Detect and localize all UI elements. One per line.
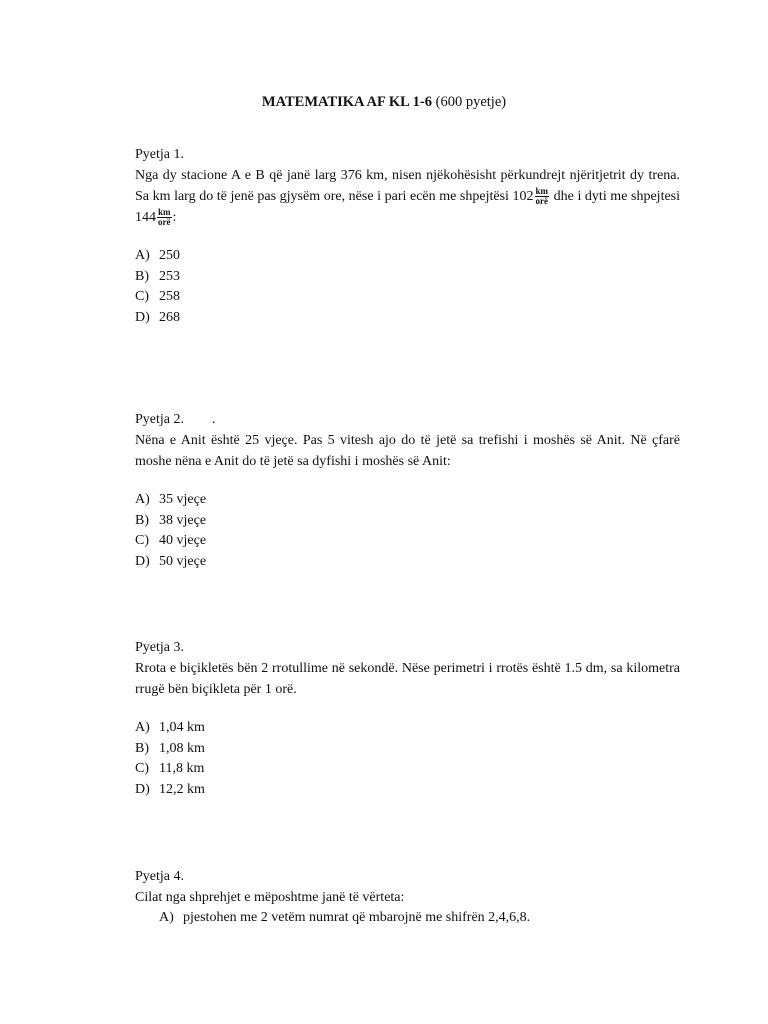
option (135, 287, 680, 308)
question-1-text-part-a: Nga dy stacione A e B që janë larg 376 km, nisen njëkohësisht përkundrejt njëritjetrit dy trena. Sa km larg do të jenë pas gjysëm ore, nëse i pari ecën me shpejtësi 102 (135, 168, 680, 204)
option (135, 759, 680, 780)
option (135, 718, 680, 739)
option (135, 531, 680, 552)
question-2-label-dot: . (212, 412, 216, 427)
option (135, 490, 680, 511)
question-3-options (135, 718, 680, 800)
option-value: 258 (159, 289, 180, 304)
question-3-text: Rrota e biçikletës bën 2 rrotullime në sekondë. Nëse perimetri i rrotës është 1.5 dm, sa kilometra rrugë bën biçikleta për 1 orë. (135, 661, 680, 697)
question-1-text-part-b: dhe i dyti me shpejtesi 144 (135, 189, 681, 225)
fraction-numerator: km (535, 186, 549, 197)
question-4-options (135, 908, 680, 929)
option-value: 38 vjeçe (159, 512, 207, 528)
option-value: 253 (159, 268, 180, 284)
option-letter: A) (135, 492, 150, 507)
document-title (0, 93, 768, 111)
question-2 (135, 409, 680, 572)
option (135, 267, 680, 288)
option-value: 50 vjeçe (159, 553, 207, 569)
question-1-text-part-c: : (172, 210, 177, 225)
question-4 (135, 866, 680, 929)
option-value: 1,08 km (159, 740, 205, 756)
option (135, 246, 680, 267)
option-letter: D) (135, 309, 150, 325)
unit-fraction-km-per-hour (535, 187, 550, 206)
title-main: MATEMATIKA AF KL 1-6 (261, 94, 433, 110)
option-letter: C) (135, 761, 149, 776)
option-letter: A) (159, 910, 174, 925)
option-value: 250 (159, 248, 180, 263)
title-suffix: (600 pyetje) (435, 94, 507, 110)
question-3-label: Pyetja 3. (135, 640, 184, 655)
option (135, 552, 680, 573)
option (135, 308, 680, 329)
option-letter: C) (135, 533, 149, 548)
question-1-label: Pyetja 1. (135, 147, 184, 162)
option-letter: A) (135, 720, 150, 735)
option-letter: B) (135, 268, 149, 284)
question-2-options (135, 490, 680, 572)
question-1 (135, 144, 680, 328)
option-letter: A) (135, 248, 150, 263)
question-3 (135, 637, 680, 800)
question-2-label-text: Pyetja 2. (135, 412, 184, 427)
fraction-denominator: orë (158, 217, 171, 228)
fraction-numerator: km (158, 207, 171, 218)
option-letter: B) (135, 512, 149, 528)
option-value: pjestohen me 2 vetëm numrat që mbarojnë me shifrën 2,4,6,8. (183, 910, 531, 925)
option-value: 12,2 km (159, 781, 205, 797)
unit-fraction-km-per-hour (157, 208, 172, 227)
option-letter: D) (135, 781, 150, 797)
question-2-text: Nëna e Anit është 25 vjeçe. Pas 5 vitesh ajo do të jetë sa trefishi i moshës së Anit. Në çfarë moshe nëna e Anit do të jetë sa dyfishi i moshës së Anit: (135, 433, 680, 469)
option (135, 511, 680, 532)
question-4-label: Pyetja 4. (135, 869, 184, 884)
question-1-text (135, 165, 680, 228)
option (159, 908, 680, 929)
question-1-options (135, 246, 680, 328)
fraction-denominator: orë (535, 196, 549, 207)
option-value: 40 vjeçe (159, 533, 207, 548)
option (135, 739, 680, 760)
option-letter: C) (135, 289, 149, 304)
question-2-label (135, 409, 680, 430)
question-4-text: Cilat nga shprehjet e mëposhtme janë të vërteta: (135, 890, 405, 905)
option-value: 268 (159, 309, 180, 325)
option (135, 780, 680, 801)
option-letter: B) (135, 740, 149, 756)
option-value: 11,8 km (159, 761, 205, 776)
option-value: 35 vjeçe (159, 492, 207, 507)
option-value: 1,04 km (159, 720, 205, 735)
option-letter: D) (135, 553, 150, 569)
